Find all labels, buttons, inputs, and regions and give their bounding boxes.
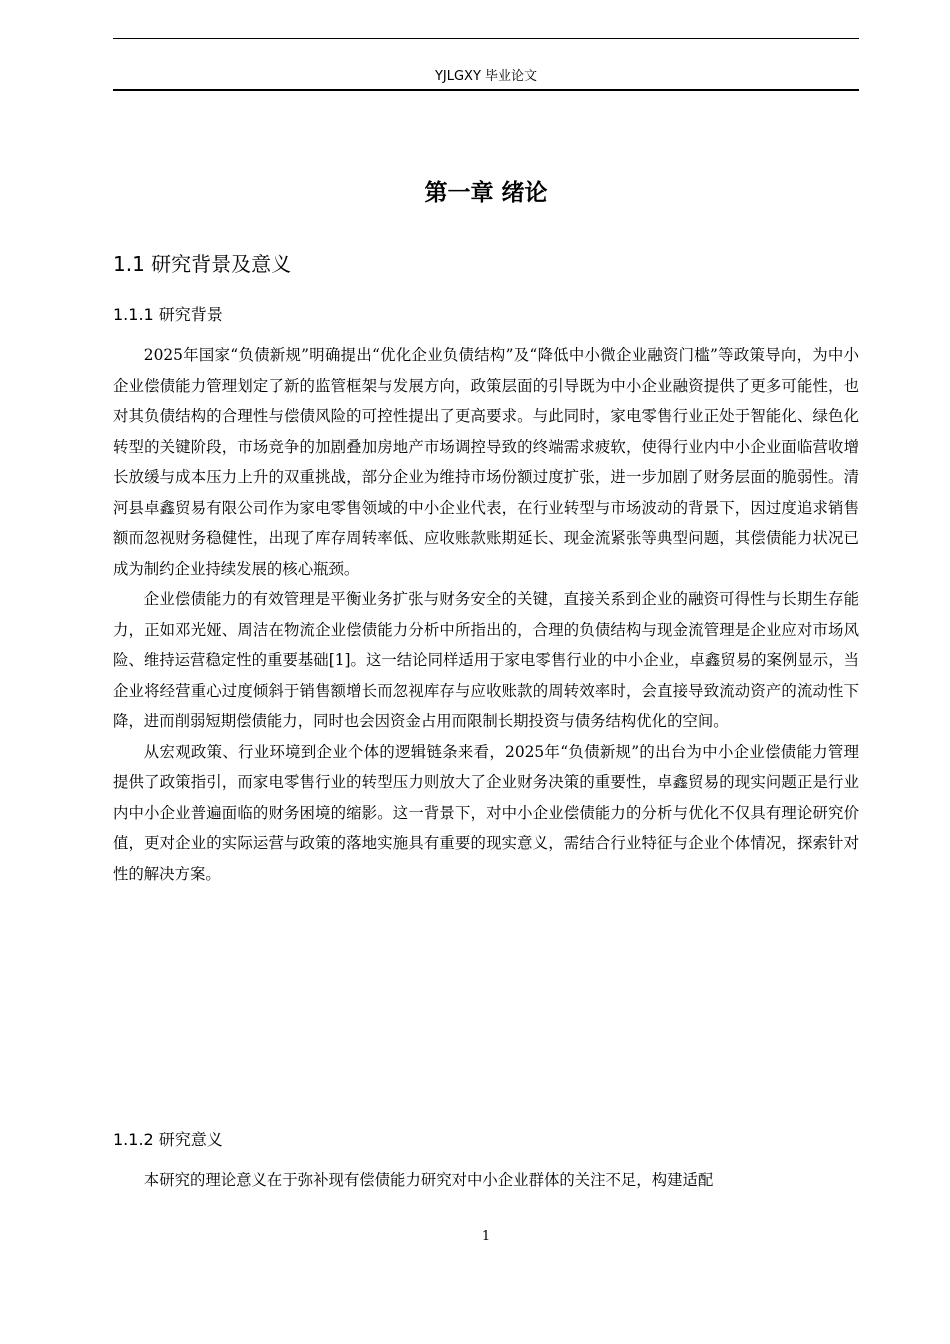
chapter-title: 第一章 绪论: [424, 180, 548, 206]
research-background-text: [113, 340, 859, 889]
paragraph: 从宏观政策、行业环境到企业个体的逻辑链条来看，2025年“负债新规”的出台为中小企业偿债能力管理提供了政策指引，而家电零售行业的转型压力则放大了企业财务决策的重要性，卓鑫贸易的现实问题正是行业内中小企业普遍面临的财务困境的缩影。这一背景下，对中小企业偿债能力的分析与优化不仅具有理论研究价值，更对企业的实际运营与政策的落地实施具有重要的现实意义，需结合行业特征与企业个体情况，探索针对性的解决方案。: [113, 742, 859, 883]
page-number: 1: [481, 1229, 491, 1244]
running-header: YJLGXY 毕业论文: [434, 69, 538, 84]
research-significance-text: [113, 1165, 859, 1196]
subsection-heading-1-1-1: 1.1.1 研究背景: [113, 305, 223, 324]
section-heading-1-1: 1.1 研究背景及意义: [113, 252, 292, 276]
header-rule: [113, 89, 859, 91]
paragraph: 本研究的理论意义在于弥补现有偿债能力研究对中小企业群体的关注不足，构建适配: [143, 1171, 714, 1189]
top-rule: [113, 38, 859, 39]
subsection-heading-1-1-2: 1.1.2 研究意义: [113, 1130, 223, 1149]
paragraph: 企业偿债能力的有效管理是平衡业务扩张与财务安全的关键，直接关系到企业的融资可得性与长期生存能力，正如邓光娅、周洁在物流企业偿债能力分析中所指出的，合理的负债结构与现金流管理是企业应对市场风险、维持运营稳定性的重要基础[1]。这一结论同样适用于家电零售行业的中小企业，卓鑫贸易的案例显示，当企业将经营重心过度倾斜于销售额增长而忽视库存与应收账款的周转效率时，会直接导致流动资产的流动性下降，进而削弱短期偿债能力，同时也会因资金占用而限制长期投资与债务结构优化的空间。: [113, 590, 859, 730]
paragraph: 2025年国家“负债新规”明确提出“优化企业负债结构”及“降低中小微企业融资门槛”等政策导向，为中小企业偿债能力管理划定了新的监管框架与发展方向，政策层面的引导既为中小企业融资提供了更多可能性，也对其负债结构的合理性与偿债风险的可控性提出了更高要求。与此同时，家电零售行业正处于智能化、绿色化转型的关键阶段，市场竞争的加剧叠加房地产市场调控导致的终端需求疲软，使得行业内中小企业面临营收增长放缓与成本压力上升的双重挑战，部分企业为维持市场份额过度扩张，进一步加剧了财务层面的脆弱性。清河县卓鑫贸易有限公司作为家电零售领域的中小企业代表，在行业转型与市场波动的背景下，因过度追求销售额而忽视财务稳健性，出现了库存周转率低、应收账款账期延长、现金流紧张等典型问题，其偿债能力状况已成为制约企业持续发展的核心瓶颈。: [113, 346, 859, 578]
